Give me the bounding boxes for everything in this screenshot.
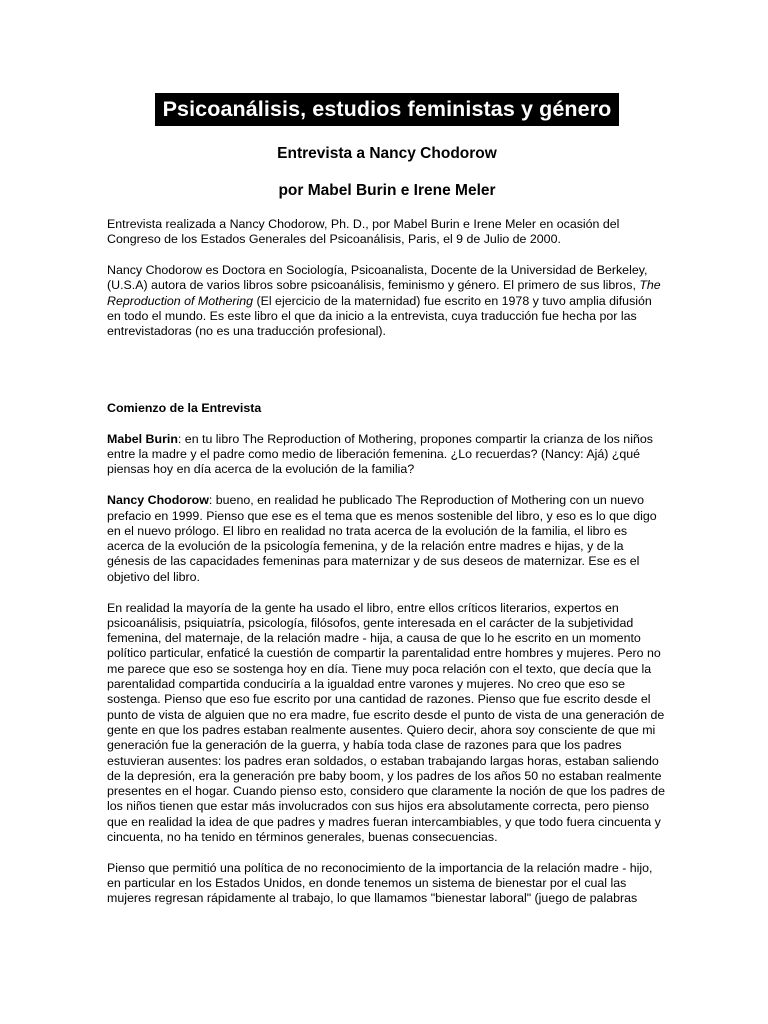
speaker-name: Mabel Burin [107, 431, 178, 446]
question-text: : en tu libro The Reproduction of Mothering, propones compartir la crianza de los niños entre la madre y el padre como medio de liberación femenina. ¿Lo recuerdas? (Nancy: Ajá) ¿qué piensas hoy en día acerca de la evolución de la familia? [107, 431, 653, 477]
bio-paragraph [107, 263, 667, 339]
bio-text-end: (El ejercicio de la maternidad) fue escrito en 1978 y tuvo amplia difusión en todo el mundo. Es este libro el que da inicio a la entrevista, cuya traducción fue hecha por las entrevistadoras (no es una traducción profesional). [107, 293, 652, 339]
speaker-name: Nancy Chodorow [107, 493, 209, 508]
book-title: The Reproduction of Mothering [107, 278, 661, 308]
section-heading: Comienzo de la Entrevista [107, 401, 262, 416]
answer-paragraph [107, 493, 667, 585]
byline: por Mabel Burin e Irene Meler [278, 182, 496, 199]
interview-subtitle: Entrevista a Nancy Chodorow [277, 145, 497, 162]
body-paragraph: Pienso que permitió una política de no reconocimiento de la importancia de la relación madre - hijo, en particular en los Estados Unidos, en donde tenemos un sistema de bienestar por el cual las mujeres regresan rápidamente al trabajo, lo que llamamos "bienestar laboral" (juego de palabras [107, 860, 653, 906]
title-block [107, 93, 667, 126]
bio-text-start: Nancy Chodorow es Doctora en Sociología, Psicoanalista, Docente de la Universidad de Berkeley, (U.S.A) autora de varios libros sobre psicoanálisis, feminismo y género. El primero de sus libros, [107, 263, 648, 293]
body-paragraph: En realidad la mayoría de la gente ha usado el libro, entre ellos críticos literarios, expertos en psicoanálisis, psiquiatría, psicología, filósofos, gente interesada en el carácter de la subjetividad femenina, del maternaje, de la relación madre - hija, a causa de que lo he escrito en un momento político particular, enfaticé la cuestión de compartir la parentalidad entre hombres y mujeres. Pero no me parece que eso se sostenga hoy en día. Tiene muy poca relación con el texto, que decía que la parentalidad compartida conduciría a la igualdad entre varones y mujeres. No creo que eso se sostenga. Pienso que eso fue escrito por una cantidad de razones. Pienso que fue escrito desde el punto de vista de alguien que no era madre, fue escrito desde el punto de vista de una generación de gente en que los padres estaban realmente ausentes. Quiero decir, ahora soy consciente de que mi generación fue la generación de la guerra, y había toda clase de razones para que los padres estuvieran ausentes: los padres eran soldados, o estaban trabajando largas horas, estaban saliendo de la depresión, era la generación pre baby boom, y los padres de los años 50 no estaban realmente presentes en el hogar. Cuando pienso esto, considero que claramente la noción de que los padres de los niños tienen que estar más involucrados con sus hijos era absolutamente correcta, pero pienso que en realidad la idea de que padres y madres fueran intercambiables, y que todo fuera cincuenta y cincuenta, no ha tenido en términos generales, buenas consecuencias. [107, 600, 665, 844]
document-title: Psicoanálisis, estudios feministas y género [155, 93, 620, 126]
section-spacer [107, 355, 667, 401]
answer-text: : bueno, en realidad he publicado The Reproduction of Mothering con un nuevo prefacio en 1999. Pienso que ese es el tema que es menos sostenible del libro, y eso es lo que digo en el nuevo prólogo. El libro en realidad no trata acerca de la evolución de la familia, el libro es acerca de la evolución de la psicología femenina, y de la relación entre madres e hijas, y de la génesis de las capacidades femeninas para maternizar y de sus deseos de maternizar. Ese es el objetivo del libro. [107, 493, 657, 584]
intro-paragraph: Entrevista realizada a Nancy Chodorow, Ph. D., por Mabel Burin e Irene Meler en ocasión del Congreso de los Estados Generales del Psicoanálisis, Paris, el 9 de Julio de 2000. [107, 217, 620, 247]
document-body [107, 93, 667, 922]
question-paragraph [107, 432, 667, 478]
